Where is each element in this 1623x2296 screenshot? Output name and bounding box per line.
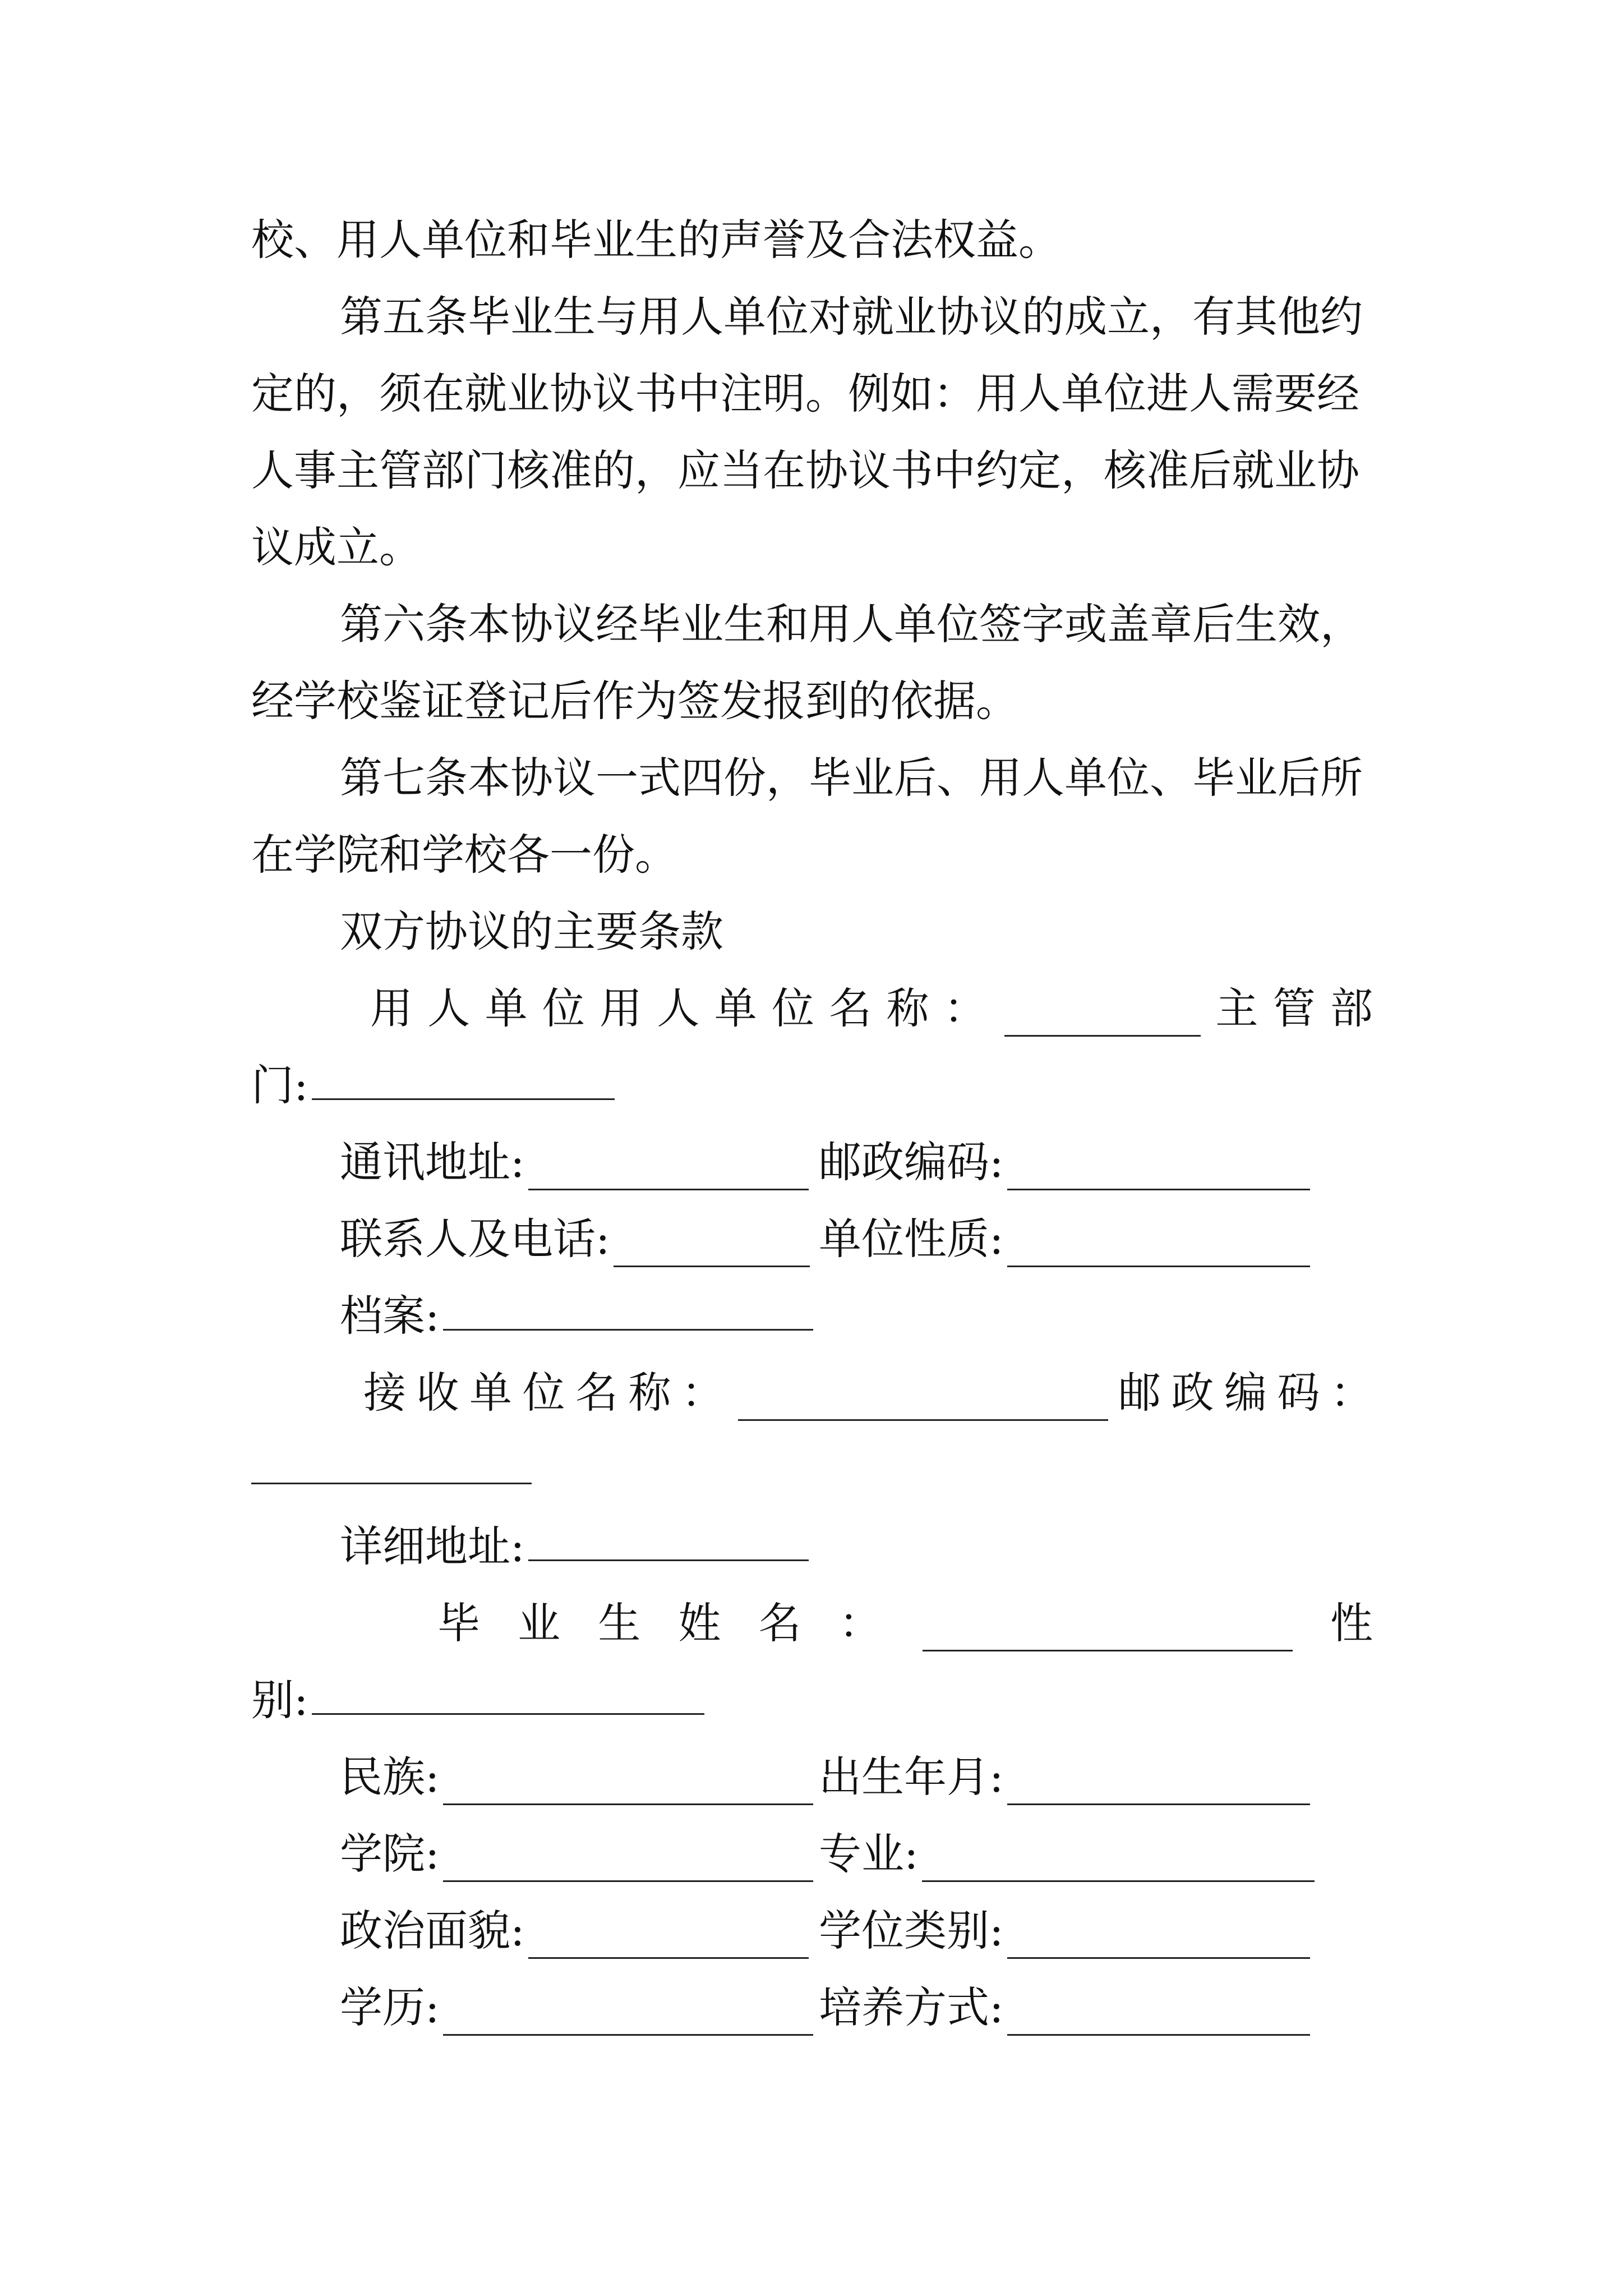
address-field: 通讯地址: bbox=[340, 1134, 809, 1190]
training-field: 培养方式: bbox=[819, 1980, 1310, 2036]
receiver-name-blank[interactable] bbox=[738, 1386, 1108, 1421]
postcode-field: 邮政编码: bbox=[819, 1134, 1310, 1190]
ethnicity-blank[interactable] bbox=[443, 1770, 813, 1805]
article-6-line: 经学校鉴证登记后作为签发报到的依据。 bbox=[251, 676, 1018, 726]
education-row bbox=[340, 1980, 1373, 2036]
postcode-blank[interactable] bbox=[1007, 1155, 1310, 1190]
receiver-line: 接 收 单 位 名 称 ： 邮 政 编 码 ： bbox=[363, 1365, 1373, 1421]
article-5-line: 议成立。 bbox=[251, 522, 422, 572]
receiver-postcode-blank[interactable] bbox=[251, 1449, 532, 1484]
grad-name-blank[interactable] bbox=[923, 1616, 1293, 1651]
archive-field: 档案: bbox=[340, 1288, 1373, 1344]
article-5-line: 第五条毕业生与用人单位对就业协议的成立，有其他约 bbox=[340, 292, 1363, 342]
article-6-line: 第六条本协议经毕业生和用人单位签字或盖章后生效， bbox=[340, 599, 1363, 649]
birth-blank[interactable] bbox=[1007, 1770, 1310, 1805]
contact-blank[interactable] bbox=[614, 1232, 810, 1267]
unit-type-field: 单位性质: bbox=[819, 1211, 1310, 1267]
contact-row bbox=[340, 1211, 1373, 1267]
employer-name-blank[interactable] bbox=[1004, 1001, 1201, 1037]
dept-field: 门: bbox=[251, 1057, 1373, 1114]
article-5-line: 定的，须在就业协议书中注明。例如：用人单位进人需要经 bbox=[251, 369, 1359, 418]
employer-name-line: 用 人 单 位 用 人 单 位 名 称 ： 主 管 部 bbox=[370, 981, 1373, 1037]
political-row bbox=[340, 1903, 1373, 1959]
dept-blank[interactable] bbox=[312, 1065, 615, 1100]
major-field: 专业: bbox=[819, 1826, 1315, 1882]
education-field: 学历: bbox=[340, 1980, 813, 2036]
ethnicity-row bbox=[340, 1749, 1373, 1805]
address-row bbox=[340, 1134, 1373, 1190]
political-field: 政治面貌: bbox=[340, 1903, 809, 1959]
article-7-line: 第七条本协议一式四份，毕业后、用人单位、毕业后所 bbox=[340, 753, 1363, 803]
paragraph-line: 校、用人单位和毕业生的声誉及合法权益。 bbox=[251, 215, 1061, 265]
gender-field: 别: bbox=[251, 1672, 1373, 1728]
education-blank[interactable] bbox=[443, 2000, 813, 2036]
address-blank[interactable] bbox=[528, 1155, 809, 1190]
grad-name-line: 毕 业 生 姓 名 ： 性 bbox=[437, 1595, 1373, 1651]
section-heading: 双方协议的主要条款 bbox=[340, 907, 723, 956]
major-blank[interactable] bbox=[922, 1847, 1315, 1882]
college-row bbox=[340, 1826, 1373, 1882]
contact-field: 联系人及电话: bbox=[340, 1211, 810, 1267]
political-blank[interactable] bbox=[528, 1924, 809, 1959]
birth-field: 出生年月: bbox=[819, 1749, 1310, 1805]
receiver-postcode-line bbox=[251, 1442, 1373, 1498]
detail-address-field: 详细地址: bbox=[340, 1519, 1373, 1575]
college-blank[interactable] bbox=[443, 1847, 813, 1882]
college-field: 学院: bbox=[340, 1826, 813, 1882]
unit-type-blank[interactable] bbox=[1007, 1232, 1310, 1267]
article-5-line: 人事主管部门核准的，应当在协议书中约定，核准后就业协 bbox=[251, 445, 1359, 495]
article-7-line: 在学院和学校各一份。 bbox=[251, 830, 677, 880]
archive-blank[interactable] bbox=[443, 1295, 813, 1331]
training-blank[interactable] bbox=[1007, 2000, 1310, 2036]
degree-type-field: 学位类别: bbox=[819, 1903, 1310, 1959]
gender-blank[interactable] bbox=[312, 1680, 704, 1715]
ethnicity-field: 民族: bbox=[340, 1749, 813, 1805]
degree-type-blank[interactable] bbox=[1007, 1924, 1310, 1959]
detail-address-blank[interactable] bbox=[528, 1526, 809, 1561]
